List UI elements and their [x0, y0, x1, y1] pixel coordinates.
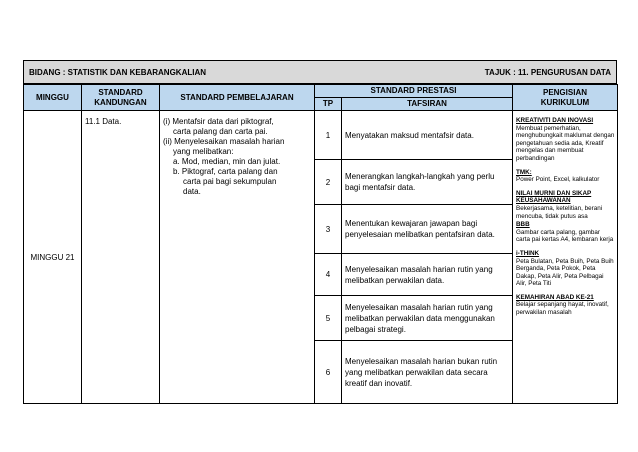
tafsiran-cell: Menyelesaikan masalah harian bukan rutin yang melibatkan perwakilan data secara kreatif dan inovatif. — [342, 341, 513, 404]
tafsiran-cell: Menerangkan langkah-langkah yang perlu bagi mentafsir data. — [342, 160, 513, 205]
col-standard-kandungan — [82, 85, 160, 111]
col-pk-line1: PENGISIAN — [542, 87, 587, 97]
table-row — [24, 111, 618, 160]
tafsiran-cell: Menentukan kewajaran jawapan bagi penyelesaian melibatkan pentafsiran data. — [342, 205, 513, 254]
tmk-block — [516, 169, 615, 184]
tp-cell: 4 — [315, 254, 342, 296]
col-standard-pembelajaran: STANDARD PEMBELAJARAN — [160, 85, 315, 111]
sp-line: carta pai bagi sekumpulan — [183, 177, 277, 186]
tmk-heading: TMK: — [516, 168, 532, 176]
ithink-heading: i-THINK — [516, 249, 540, 257]
tp-cell: 2 — [315, 160, 342, 205]
col-tp: TP — [315, 98, 342, 111]
tp-cell: 1 — [315, 111, 342, 160]
sp-line: (ii) Menyelesaikan masalah harian — [163, 137, 285, 146]
kreativiti-text: Membuat pemerhatian, menghubungkait maklumat dengan pengetahuan sedia ada, Kreatif mengelas dan membuat perbandingan — [516, 124, 615, 162]
tp-cell: 6 — [315, 341, 342, 404]
standard-pembelajaran-cell — [160, 111, 315, 404]
col-pk-line2: KURIKULUM — [540, 97, 590, 107]
sp-line: (i) Mentafsir data dari piktograf, — [163, 117, 274, 126]
lesson-plan-document — [23, 60, 617, 417]
bidang-label: BIDANG : STATISTIK DAN KEBARANGKALIAN — [29, 67, 207, 77]
tajuk-label: TAJUK : 11. PENGURUSAN DATA — [484, 67, 611, 77]
tp-cell: 5 — [315, 296, 342, 341]
col-sk-line2: KANDUNGAN — [94, 97, 147, 107]
standard-kandungan-cell: 11.1 Data. — [82, 111, 160, 404]
title-bar — [23, 60, 617, 84]
col-minggu: MINGGU — [24, 85, 82, 111]
sp-line: data. — [183, 187, 201, 196]
sp-line: b. Piktograf, carta palang dan — [173, 167, 278, 176]
kreativiti-block — [516, 117, 615, 163]
lesson-table — [23, 84, 618, 404]
bbb-text: Gambar carta palang, gambar carta pai kertas A4, lembaran kerja — [516, 228, 614, 244]
nilai-heading: NILAI MURNI DAN SIKAP KEUSAHAWANAN — [516, 189, 592, 205]
abad-block — [516, 294, 615, 317]
col-standard-prestasi: STANDARD PRESTASI — [315, 85, 513, 98]
tafsiran-cell: Menyelesaikan masalah harian rutin yang melibatkan perwakilan data. — [342, 254, 513, 296]
col-pengisian-kurikulum — [513, 85, 618, 111]
col-sk-line1: STANDARD — [98, 87, 143, 97]
nilai-block — [516, 190, 615, 220]
nilai-text: Bekerjasama, ketelitian, berani mencuba, tidak putus asa — [516, 204, 603, 220]
tp-cell: 3 — [315, 205, 342, 254]
abad-text: Belajar sepanjang hayat, inovatif, perwakilan masalah — [516, 301, 609, 317]
sp-line: yang melibatkan: — [173, 147, 234, 156]
ithink-block — [516, 250, 615, 288]
sp-line: a. Mod, median, min dan julat. — [173, 157, 281, 166]
sp-line: carta palang dan carta pai. — [173, 127, 268, 136]
tmk-text: Power Point, Excel, kalkulator — [516, 176, 600, 184]
abad-heading: KEMAHIRAN ABAD KE-21 — [516, 293, 594, 301]
tafsiran-cell: Menyelesaikan masalah harian rutin yang melibatkan perwakilan data menggunakan pelbagai strategi. — [342, 296, 513, 341]
ithink-text: Peta Bulatan, Peta Buih, Peta Buih Berganda, Peta Pokok, Peta Dakap, Peta Alir, Peta Pelbagai Alir, Peta Titi — [516, 257, 614, 288]
kreativiti-heading: KREATIVITI DAN INOVASI — [516, 117, 594, 124]
pengisian-kurikulum-cell — [513, 111, 618, 404]
bbb-heading: BBB — [516, 221, 530, 229]
bbb-block — [516, 221, 615, 244]
col-tafsiran: TAFSIRAN — [342, 98, 513, 111]
tafsiran-cell: Menyatakan maksud mentafsir data. — [342, 111, 513, 160]
minggu-cell: MINGGU 21 — [24, 111, 82, 404]
